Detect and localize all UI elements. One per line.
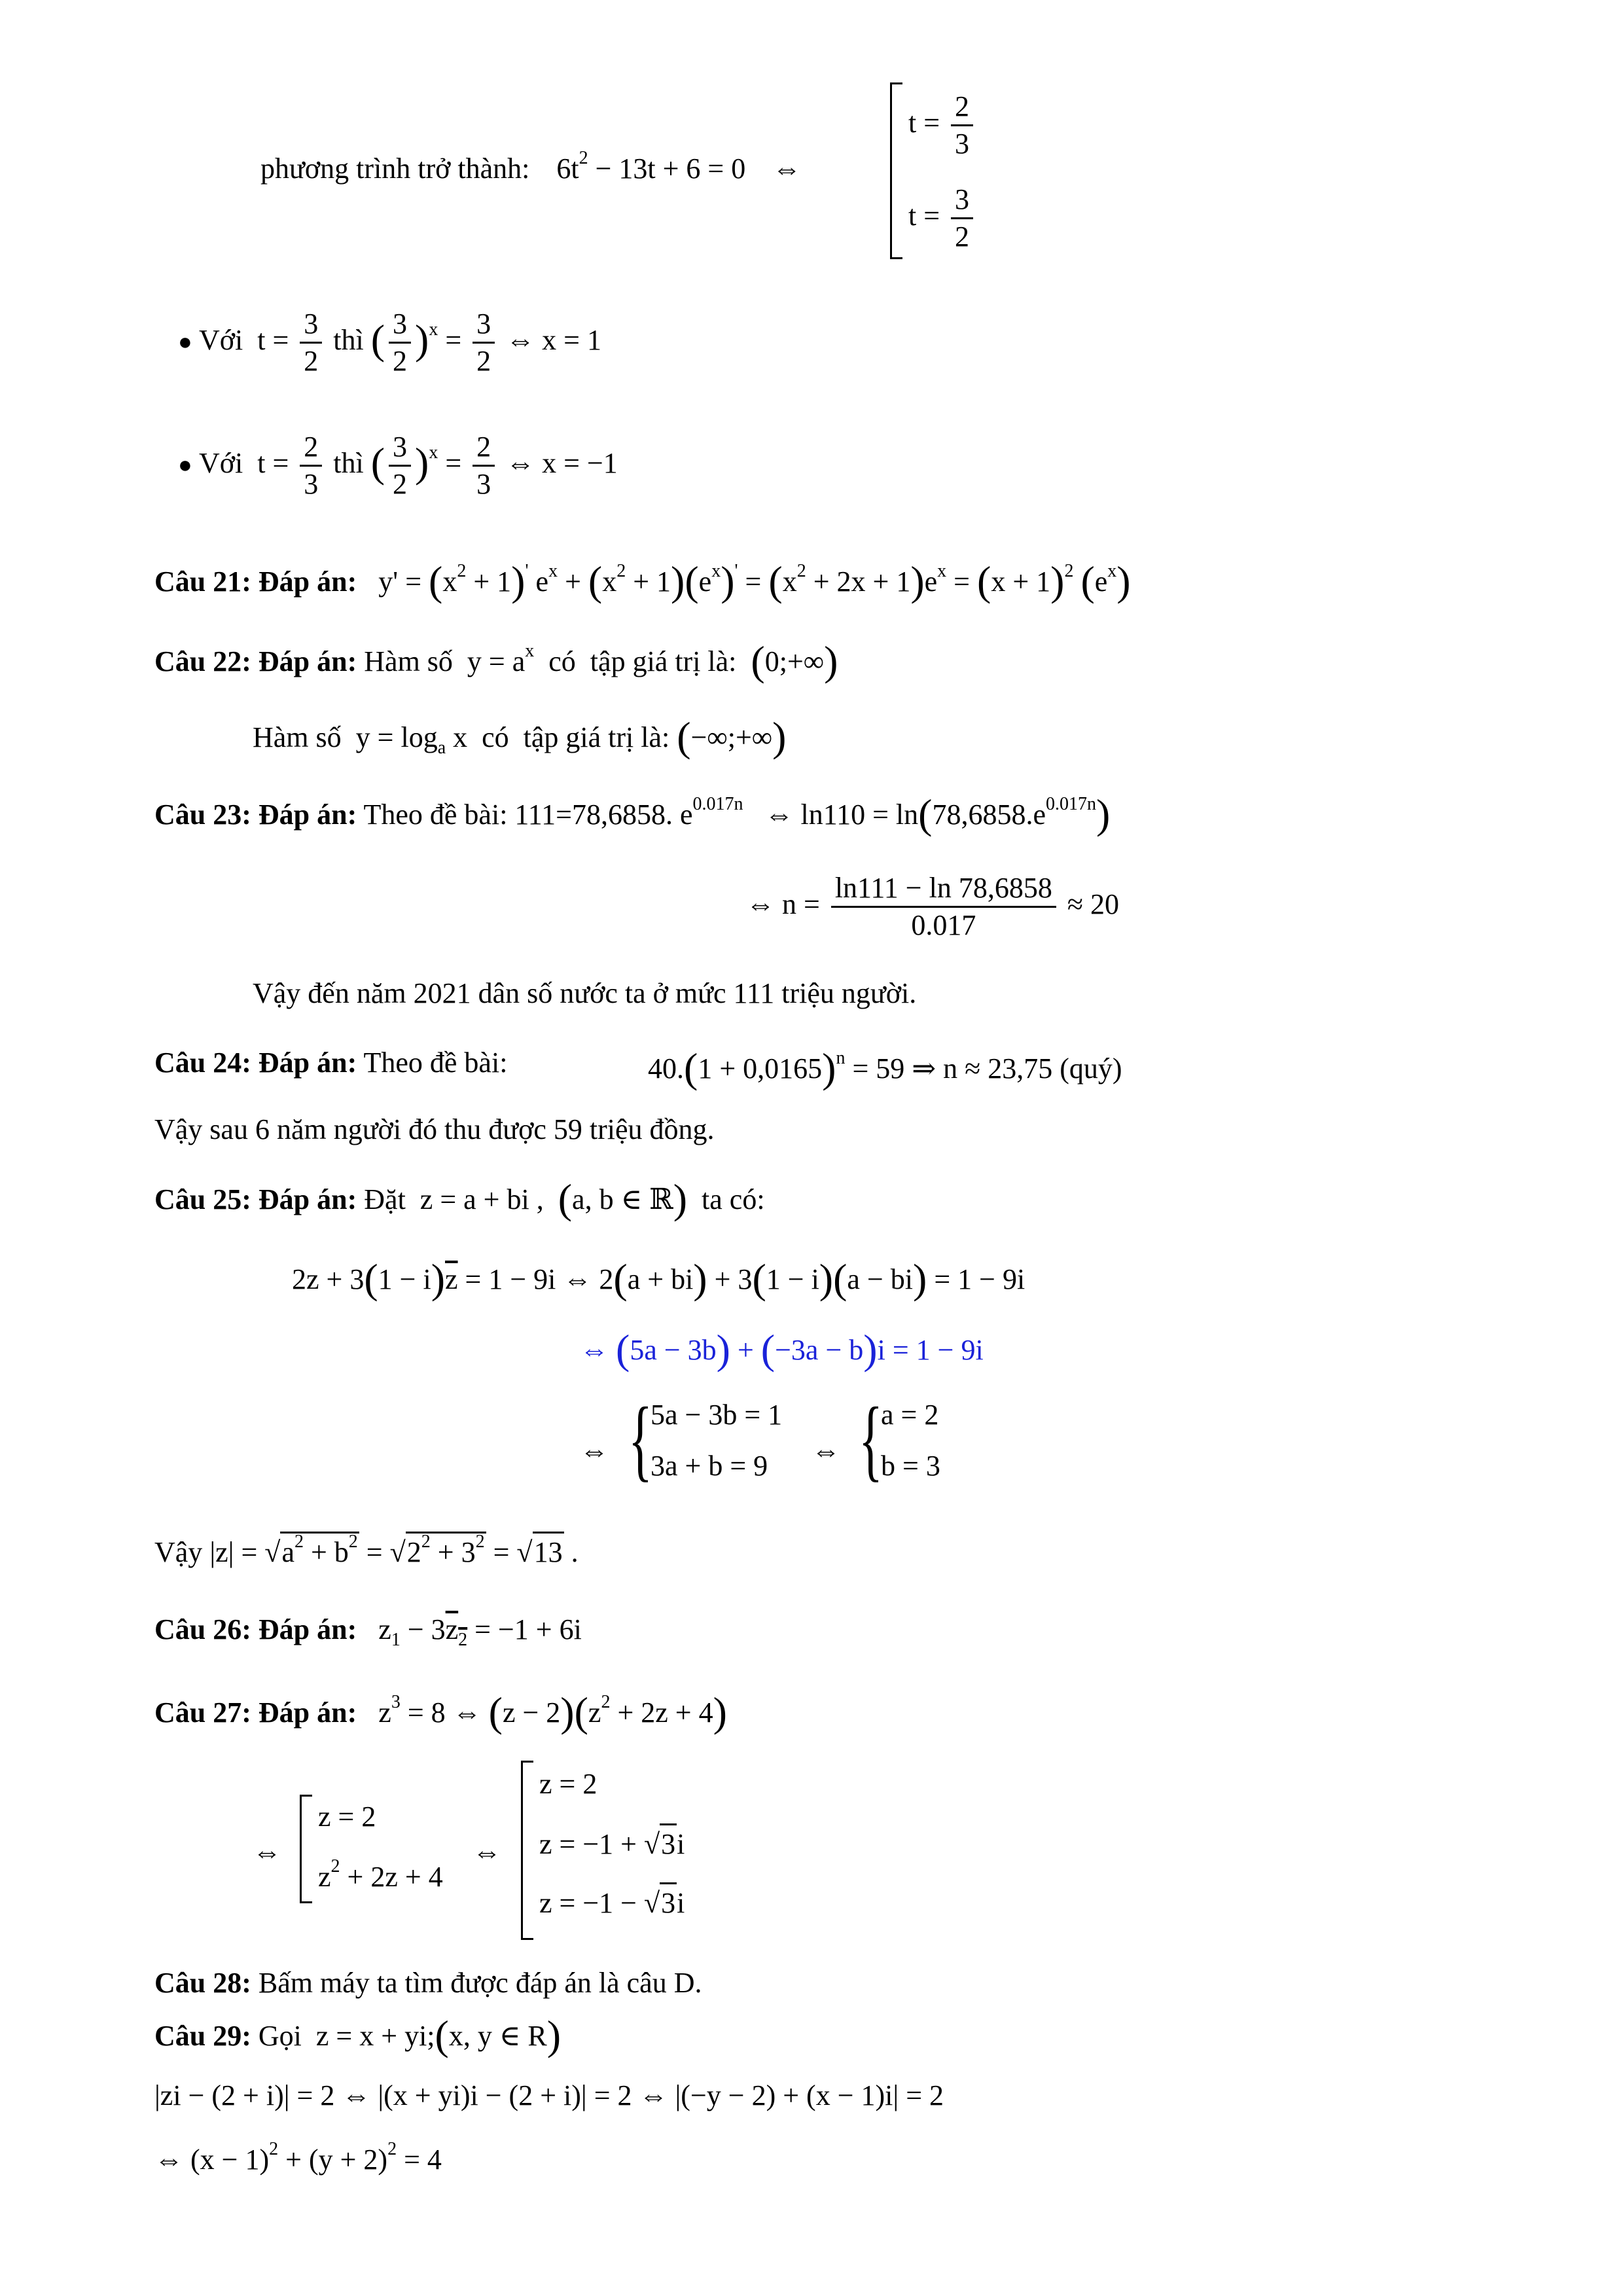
q25-eq-1: $2z + 3(1 - i)\overline{z} = 1 - 9i$ ⇔ 2(a + bi) + 3(1 − i)(a − bi) = 1 − 9i bbox=[292, 1255, 1026, 1302]
q26-line: Câu 26: Đáp án: $z_1 - 3z_2 = -1 + 6i$ bbox=[154, 1613, 582, 1650]
q25-iff-2: ⇔ bbox=[812, 1435, 840, 1467]
q25-iff-1: ⇔ bbox=[580, 1435, 609, 1467]
q25-sysA-2: 3a + b = 9 bbox=[651, 1450, 768, 1482]
q23-denominator: 0.017 bbox=[911, 909, 976, 942]
q21-line: Câu 21: Đáp án: $y' = (x^2 + 1)'$ $e^x + (x^2 + 1)(e^x)' = (x^2 + 2x + 1)e^x = (x + 1)^2$ $(e^x)$ bbox=[154, 558, 1131, 604]
q27-iff-2: ⇔ bbox=[473, 1836, 501, 1868]
s20-equation-line: phương trình trở thành: $6t^2 - 13t + 6 = 0$ ⇔ bbox=[260, 148, 802, 185]
q25-sysA-1: 5a − 3b = 1 bbox=[651, 1399, 783, 1431]
iff-symbol: ⇔ bbox=[772, 152, 802, 185]
q27-iff-1: ⇔ bbox=[253, 1836, 281, 1868]
q27-sA-2: $z^2 + 2z + 4$ bbox=[318, 1856, 443, 1893]
q22-label: Câu 22: Đáp án: bbox=[154, 645, 357, 677]
q23-conclusion: Vậy đến năm 2021 dân số nước ta ở mức 111 triệu người. bbox=[253, 977, 917, 1009]
s20-lead: phương trình trở thành: bbox=[260, 152, 530, 185]
q24-label: Câu 24: Đáp án: bbox=[154, 1047, 357, 1079]
q27-sB-2: z = −1 + √3i bbox=[539, 1830, 685, 1859]
q26-label: Câu 26: Đáp án: bbox=[154, 1613, 357, 1645]
q27-line: Câu 27: Đáp án: $z^3 = 8$ ⇔ $(z - 2)(z^2 + 2z + 4)$ bbox=[154, 1689, 727, 1735]
q25-brace-2: { bbox=[859, 1389, 883, 1490]
q22-line-2: Hàm số $y = \log_a x$ có tập giá trị là: (−∞;+∞) bbox=[253, 713, 787, 760]
q25-brace-1: { bbox=[628, 1389, 652, 1490]
q23-line-1: Câu 23: Đáp án: Theo đề bài: 111=78,6858. $e^{0.017n}$ ⇔ $\ln 110 = \ln(78,6858.e^{0.017n})$ bbox=[154, 791, 1111, 837]
q22-line-1: Câu 22: Đáp án: Hàm số $y = a^x$ có tập giá trị là: (0;+∞) bbox=[154, 637, 838, 684]
q28-label: Câu 28: bbox=[154, 1967, 251, 1999]
q24-line-1 bbox=[154, 1049, 507, 1077]
q25-sysB-1: a = 2 bbox=[881, 1399, 939, 1431]
q24-text: Theo đề bài: bbox=[363, 1047, 508, 1079]
q27-sA-1: z = 2 bbox=[318, 1801, 376, 1833]
q29-line: Câu 29: Gọi z = x + yi;(x, y ∈ R) bbox=[154, 2012, 562, 2058]
q28-line bbox=[154, 1969, 702, 1998]
q27-sB-3: z = −1 − √3i bbox=[539, 1889, 685, 1918]
q28-body: Bấm máy ta tìm được đáp án là câu D. bbox=[258, 1967, 702, 1999]
q25-label: Câu 25: Đáp án: bbox=[154, 1183, 357, 1215]
q25-conclusion: Vậy $|z| = √a^2 + b^2 = √2^2 + 3^2 = √13$ . bbox=[154, 1532, 579, 1568]
q27-bracket-1 bbox=[300, 1795, 312, 1903]
q23-label: Câu 23: Đáp án: bbox=[154, 798, 357, 831]
q29-label: Câu 29: bbox=[154, 2020, 251, 2052]
q24-equation: $40.(1 + 0,0165)^n = 59$ ⇒ n ≈ 23,75 (quý) bbox=[648, 1045, 1122, 1091]
q25-sysB-2: b = 3 bbox=[881, 1450, 940, 1482]
q23-numerator: ln111 − ln 78,6858 bbox=[831, 873, 1056, 908]
s20-bullet-2: ● Với t = $\frac{2}{3}$ thì ( $\frac{3}{2}$ )$^x$ = $\frac{2}{3}$ ⇔ x = −1 bbox=[178, 431, 618, 501]
s20-case-1: t = $\frac{2}{3}$ bbox=[908, 92, 977, 159]
q27-sB-1: z = 2 bbox=[539, 1768, 597, 1800]
q23-approx: ≈ 20 bbox=[1067, 888, 1119, 920]
s20-bullet-1: ● Với t = $\frac{3}{2}$ thì ( $\frac{3}{2}$ )$^x$ = $\frac{3}{2}$ ⇔ x = 1 bbox=[178, 308, 601, 378]
q25-line-1: Câu 25: Đáp án: Đặt z = a + bi , (a, b ∈ ℝ) ta có: bbox=[154, 1175, 765, 1222]
q25-eq-2: ⇔ (5a − 3b) + (−3a − b)i = 1 − 9i bbox=[580, 1326, 984, 1372]
q29-eq-2: ⇔ $(x - 1)^2 + (y + 2)^2 = 4$ bbox=[154, 2139, 442, 2176]
q23-solve: ⇔ n = $\frac{\ln 111 - \ln 78,6858}{0.017}$ ≈ 20 bbox=[746, 872, 1119, 942]
q27-label: Câu 27: Đáp án: bbox=[154, 1696, 357, 1729]
s20-case-2: t = $\frac{3}{2}$ bbox=[908, 185, 977, 252]
q21-label: Câu 21: Đáp án: bbox=[154, 565, 357, 598]
q29-eq-1: |zi − (2 + i)| = 2 ⇔ |(x + yi)i − (2 + i)| = 2 ⇔ |(−y − 2) + (x − 1)i| = 2 bbox=[154, 2079, 944, 2111]
q27-bracket-2 bbox=[521, 1761, 533, 1940]
s20-bracket bbox=[890, 82, 902, 259]
q24-conclusion: Vậy sau 6 năm người đó thu được 59 triệu đồng. bbox=[154, 1113, 715, 1145]
